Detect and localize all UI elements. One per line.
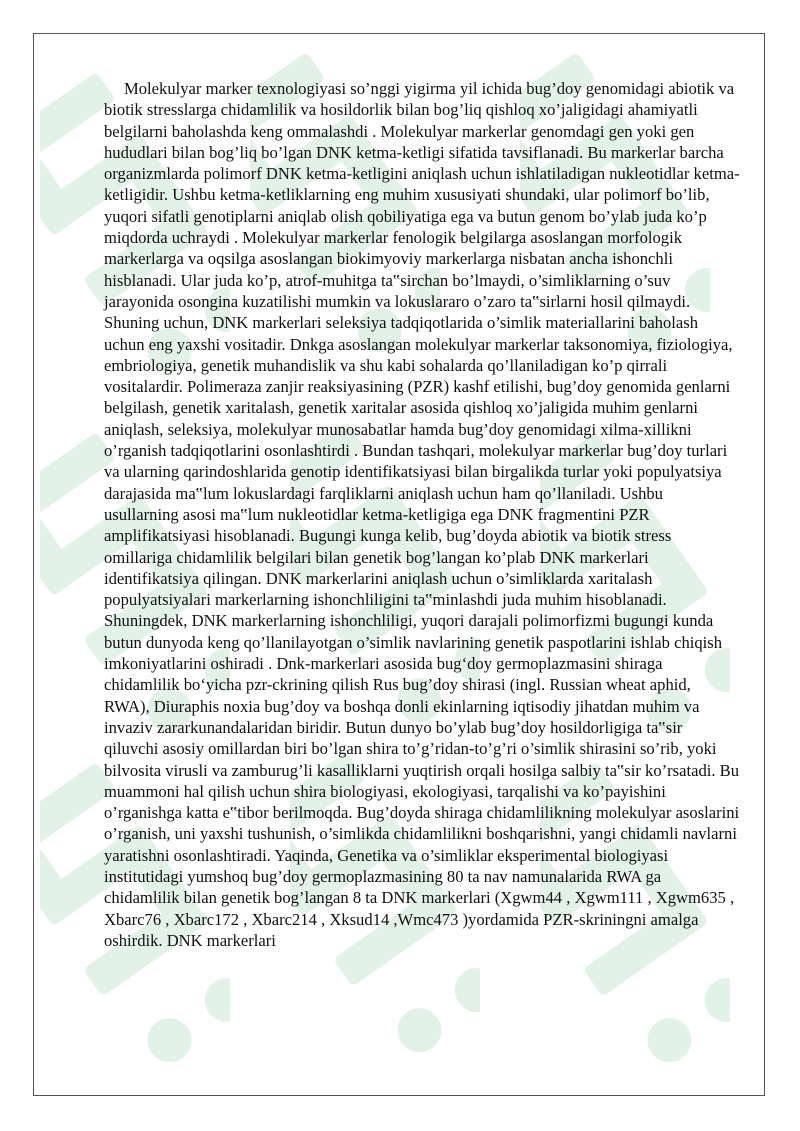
body-paragraph — [104, 78, 740, 951]
paragraph-text: Molekulyar marker texnologiyasi so’nggi yigirma yil ichida bug’doy genomidagi abiotik va biotik stresslarga chidamlilik va hosildorlik bilan bog’liq qishloq xo’jaligidagi ahamiyatli belgilarni baholashda keng ommalashdi . Molekulyar markerlar genomdagi gen yoki gen hududlari bilan bog’liq bo’lgan DNK ketma-ketligi sifatida tavsiflanadi. Bu markerlar barcha organizmlarda polimorf DNK ketma-ketligini aniqlash uchun ishlatiladigan nukleotidlar ketma-ketligidir. Ushbu ketma-ketliklarning eng muhim xususiyati shundaki, ular polimorf bo’lib, yuqori sifatli genotiplarni aniqlab olish qobiliyatiga ega va butun genom bo’ylab juda ko’p miqdorda uchraydi . Molekulyar markerlar fenologik belgilarga asoslangan morfologik markerlarga va oqsilga asoslangan biokimyoviy markerlarga nisbatan ancha ishonchli hisblanadi. Ular juda ko’p, atrof-muhitga ta‟sirchan bo’lmaydi, o’simliklarning o’suv jarayonida osongina kuzatilishi mumkin va lokuslararo o’zaro ta‟sirlarni hosil qilmaydi. Shuning uchun, DNK markerlari seleksiya tadqiqotlarida o’simlik materiallarini baholash uchun eng yaxshi vositadir. Dnkga asoslangan molekulyar markerlar taksonomiya, fiziologiya, embriologiya, genetik muhandislik va shu kabi sohalarda qo’llaniladigan ko’p qirrali vositalardir. Polimeraza zanjir reaksiyasining (PZR) kashf etilishi, bug’doy genomida genlarni belgilash, genetik xaritalash, genetik xaritalar asosida qishloq xo’jaligida muhim genlarni aniqlash, seleksiya, molekulyar munosabatlar hamda bug’doy genomidagi xilma-xillikni o’rganish tadqiqotlarini osonlashtirdi . Bundan tashqari, molekulyar markerlar bug’doy turlari va ularning qarindoshlarida genotip identifikatsiyasi bilan birgalikda turlar yoki populyatsiya darajasida ma‟lum lokuslardagi farqliklarni aniqlash uchun ham qo’llaniladi. Ushbu usullarning asosi ma‟lum nukleotidlar ketma-ketligiga ega DNK fragmentini PZR amplifikatsiyasi hisoblanadi. Bugungi kunga kelib, bug’doyda abiotik va biotik stress omillariga chidamlilik belgilari bilan genetik bog’langan ko’plab DNK markerlari identifikatsiya qilingan. DNK markerlarini aniqlash uchun o’simliklarda xaritalash populyatsiyalari markerlarning ishonchliligini ta‟minlashdi juda muhim hisoblanadi. Shuningdek, DNK markerlarning ishonchliligi, yuqori darajali polimorfizmi bugungi kunda butun dunyoda keng qo’llanilayotgan o’simlik navlarining genetik paspotlarini ishlab chiqish imkoniyatlarini oshiradi . Dnk-markerlari asosida bug‘doy germoplazmasini shiraga chidamlilik bo‘yicha pzr-ckrining qilish Rus bug’doy shirasi (ingl. Russian wheat aphid, RWA), Diuraphis noxia bug’doy va boshqa donli ekinlarning iqtisodiy jihatdan muhim va invaziv zararkunandalaridan biridir. Butun dunyo bo’ylab bug’doy hosildorligiga ta‟sir qiluvchi asosiy omillardan biri bo’lgan shira to’g’ridan-to’g’ri o’simlik shirasini so’rib, yoki bilvosita virusli va zamburug’li kasalliklarni yuqtirish orqali hosilga salbiy ta‟sir ko’rsatadi. Bu muammoni hal qilish uchun shira biologiyasi, ekologiyasi, tarqalishi va ko’payishini o’rganishga katta e‟tibor berilmoqda. Bug’doyda shiraga chidamlilikning molekulyar asoslarini o’rganish, uni yaxshi tushunish, o’simlikda chidamlilikni boshqarishni, yangi chidamli navlarni yaratishni osonlashtiradi. Yaqinda, Genetika va o’simliklar eksperimental biologiyasi institutidagi yumshoq bug’doy germoplazmasining 80 ta nav namunalarida RWA ga chidamlilik bilan genetik bog’langan 8 ta DNK markerlari (Xgwm44 , Xgwm111 , Xgwm635 , Xbarc76 , Xbarc172 , Xbarc214 , Xksud14 ,Wmc473 )yordamida PZR-skriningni amalga oshirdik. DNK markerlari — [104, 79, 740, 950]
